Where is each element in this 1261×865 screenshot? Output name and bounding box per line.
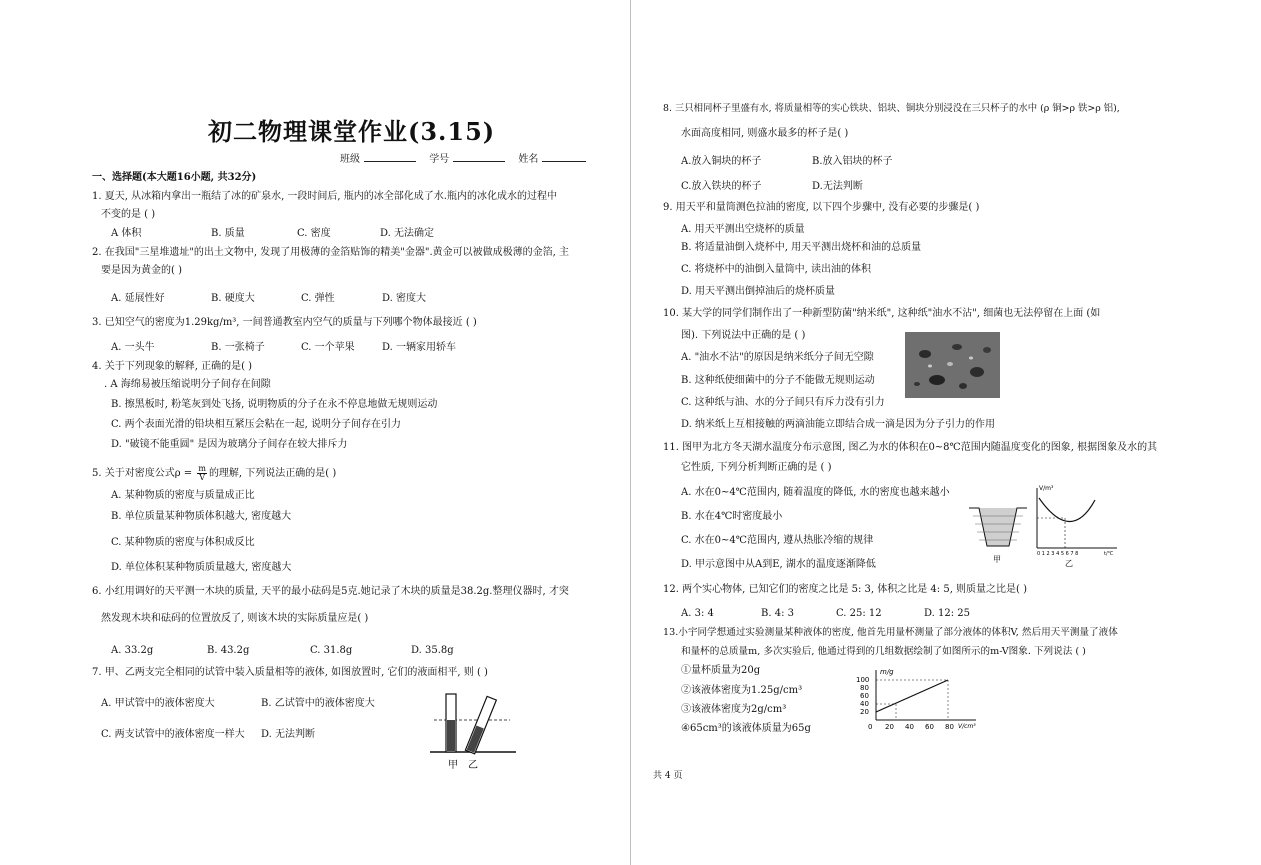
q7-option-d: D. 无法判断 [261,729,316,740]
q7-stem: 7. 甲、乙两支完全相同的试管中装入质量相等的液体, 如图放置时, 它们的液面相平, 则 ( ) [92,667,488,678]
nano-paper-image [905,332,1000,398]
x-tick-80: 80 [945,723,954,731]
q9-option-b: B. 将适量油倒入烧杯中, 用天平测出烧杯和油的总质量 [681,242,922,253]
number-field[interactable] [453,152,505,162]
q6-option-b: B. 43.2g [207,645,250,656]
q5-stem [92,465,336,482]
q13-statement-3: ③该液体密度为2g/cm³ [681,704,787,715]
number-label: 学号 [429,154,450,165]
q3-option-d: D. 一辆家用轿车 [382,342,457,353]
fig-label-yi: 乙 [1065,559,1073,568]
m-axis-label: m/g [880,668,894,676]
q8-option-c: C.放入铁块的杯子 [681,181,762,192]
q4-option-b: B. 擦黑板时, 粉笔灰到处飞扬, 说明物质的分子在永不停息地做无规则运动 [111,399,438,410]
fig-label-jia: 甲 [993,555,1001,564]
q7-option-b: B. 乙试管中的液体密度大 [261,698,375,709]
q1-stem-2: 不变的是 ( ) [101,209,156,220]
q11-stem: 11. 图甲为北方冬天湖水温度分布示意图, 图乙为水的体积在0~8℃范围内随温度变化的图象, 根据图象及水的其 [663,442,1158,453]
y-tick-80: 80 [860,684,869,692]
graph-v-label: V/m³ [1039,485,1054,492]
tube-yi [465,696,496,754]
q10-option-d: D. 纳米纸上互相接触的两滴油能立即结合成一滴是因为分子引力的作用 [681,419,996,430]
v-axis-label: V/cm³ [958,723,976,730]
q13-stem: 13.小宇同学想通过实验测量某种液体的密度, 他首先用量杯测量了部分液体的体积V, 然后用天平测量了液体 [663,627,1118,638]
q8-stem: 8. 三只相同杯子里盛有水, 将质量相等的实心铁块、铝块、铜块分别浸没在三只杯子的水中 (ρ 铜>ρ 铁>ρ 铝), [663,103,1120,114]
q12-stem: 12. 两个实心物体, 已知它们的密度之比是 5: 3, 体积之比是 4: 5, 则质量之比是( ) [663,584,1028,595]
q8-stem-2: 水面高度相同, 则盛水最多的杯子是( ) [681,128,849,139]
q10-option-c: C. 这种纸与油、水的分子间只有斥力没有引力 [681,397,885,408]
q3-option-b: B. 一张椅子 [211,342,265,353]
fraction-denominator: V [199,473,206,482]
q8-option-a: A.放入铜块的杯子 [681,156,762,167]
section-heading: 一、选择题(本大题16小题, 共32分) [92,172,257,183]
q9-stem: 9. 用天平和量筒测色拉油的密度, 以下四个步骤中, 没有必要的步骤是( ) [663,202,980,213]
y-tick-40: 40 [860,700,869,708]
test-tube-figure [428,690,518,772]
q13-statement-4: ④65cm³的该液体质量为65g [681,723,811,734]
q6-option-d: D. 35.8g [411,645,454,656]
q11-option-d: D. 甲示意图中从A到E, 湖水的温度逐渐降低 [681,559,876,570]
q9-option-d: D. 用天平测出倒掉油后的烧杯质量 [681,286,836,297]
q1-stem: 1. 夏天, 从冰箱内拿出一瓶结了冰的矿泉水, 一段时间后, 瓶内的冰全部化成了水.瓶内的冰化成水的过程中 [92,191,557,202]
page-title: 初二物理课堂作业(3.15) [208,117,496,146]
q7-option-c: C. 两支试管中的液体密度一样大 [101,729,245,740]
q1-option-b: B. 质量 [211,228,245,239]
tube-jia [446,694,456,752]
q4-option-a: . A 海绵易被压缩说明分子间存在间隙 [104,379,271,390]
x-tick-0: 0 [868,723,873,731]
fig-label-jia: 甲 [448,760,458,771]
q2-stem-2: 要是因为黄金的( ) [101,265,182,276]
q13-stem-2: 和量杯的总质量m, 多次实验后, 他通过得到的几组数据绘制了如图所示的m-V图象. 下列说法 ( ) [681,646,1086,657]
q6-stem: 6. 小红用调好的天平测一木块的质量, 天平的最小砝码是5克.她记录了木块的质量是38.2g.整理仪器时, 才突 [92,586,569,597]
q5-option-b: B. 单位质量某种物质体积越大, 密度越大 [111,511,292,522]
q10-stem-2: 图). 下列说法中正确的是 ( ) [681,330,806,341]
q11-stem-2: 它性质, 下列分析判断正确的是 ( ) [681,462,832,473]
q10-option-b: B. 这种纸使细菌中的分子不能做无规则运动 [681,375,875,386]
q3-option-c: C. 一个苹果 [301,342,355,353]
x-tick-40: 40 [905,723,914,731]
y-tick-60: 60 [860,692,869,700]
q2-stem: 2. 在我国"三星堆遗址"的出土文物中, 发现了用极薄的金箔贴饰的精美"金器".黄金可以被做成极薄的金箔, 主 [92,247,570,258]
q6-option-a: A. 33.2g [111,645,154,656]
name-field[interactable] [542,152,586,162]
q5-stem-pre: 5. 关于对密度公式ρ = [92,468,196,479]
q3-option-a: A. 一头牛 [111,342,155,353]
q5-stem-post: 的理解, 下列说法正确的是( ) [208,468,337,479]
m-v-line [876,680,948,712]
q11-option-c: C. 水在0~4℃范围内, 遵从热胀冷缩的规律 [681,535,874,546]
q2-option-b: B. 硬度大 [211,293,255,304]
q10-stem: 10. 某大学的同学们制作出了一种新型防菌"纳米纸", 这种纸"油水不沾", 细菌也无法停留在上面 (如 [663,308,1101,319]
density-fraction [197,465,207,482]
q8-option-d: D.无法判断 [812,181,863,192]
name-label: 姓名 [518,154,539,165]
q5-option-d: D. 单位体积某种物质质量越大, 密度越大 [111,562,292,573]
q12-option-d: D. 12: 25 [924,608,971,619]
q4-option-c: C. 两个表面光滑的铅块相互紧压会粘在一起, 说明分子间存在引力 [111,419,402,430]
volume-curve [1039,498,1095,522]
q2-option-c: C. 弹性 [301,293,335,304]
x-tick-20: 20 [885,723,894,731]
page-footer: 共 4 页 [653,771,683,781]
q6-stem-2: 然发现木块和砝码的位置放反了, 则该木块的实际质量应是( ) [101,613,369,624]
q6-option-c: C. 31.8g [310,645,353,656]
q7-option-a: A. 甲试管中的液体密度大 [101,698,215,709]
student-info [340,152,596,166]
q5-option-c: C. 某种物质的密度与体积成反比 [111,537,255,548]
q13-statement-2: ②该液体密度为1.25g/cm³ [681,685,803,696]
q3-stem: 3. 已知空气的密度为1.29kg/m³, 一间普通教室内空气的质量与下列哪个物体最接近 ( ) [92,317,477,328]
class-field[interactable] [364,152,416,162]
q1-option-d: D. 无法确定 [380,228,435,239]
fig-label-yi: 乙 [468,760,478,771]
graph-t-label: t/℃ [1104,551,1114,557]
q1-option-c: C. 密度 [297,228,331,239]
q13-statement-1: ①量杯质量为20g [681,665,761,676]
y-tick-100: 100 [856,676,870,684]
fraction-numerator: m [198,464,206,473]
q11-option-a: A. 水在0~4℃范围内, 随着温度的降低, 水的密度也越来越小 [681,487,950,498]
q4-stem: 4. 关于下列现象的解释, 正确的是( ) [92,361,253,372]
right-page [632,0,1261,865]
q12-option-c: C. 25: 12 [836,608,882,619]
lake-temperature-figure [965,482,1123,570]
q1-option-a: A 体积 [111,228,142,239]
q8-option-b: B.放入铝块的杯子 [812,156,893,167]
q12-option-b: B. 4: 3 [761,608,794,619]
x-tick-60: 60 [925,723,934,731]
q11-option-b: B. 水在4℃时密度最小 [681,511,783,522]
graph-tick-labels: 0 1 2 3 4 5 6 7 8 [1037,551,1079,557]
m-v-graph [852,666,986,736]
q5-option-a: A. 某种物质的密度与质量成正比 [111,490,255,501]
q2-option-a: A. 延展性好 [111,293,165,304]
q10-option-a: A. "油水不沾"的原因是纳米纸分子间无空隙 [681,352,874,363]
q9-option-a: A. 用天平测出空烧杯的质量 [681,224,805,235]
class-label: 班级 [340,154,360,165]
q9-option-c: C. 将烧杯中的油倒入量筒中, 读出油的体积 [681,264,872,275]
q4-option-d: D. "破镜不能重圆" 是因为玻璃分子间存在较大排斥力 [111,439,348,450]
q2-option-d: D. 密度大 [382,293,427,304]
q12-option-a: A. 3: 4 [681,608,714,619]
y-tick-20: 20 [860,708,869,716]
